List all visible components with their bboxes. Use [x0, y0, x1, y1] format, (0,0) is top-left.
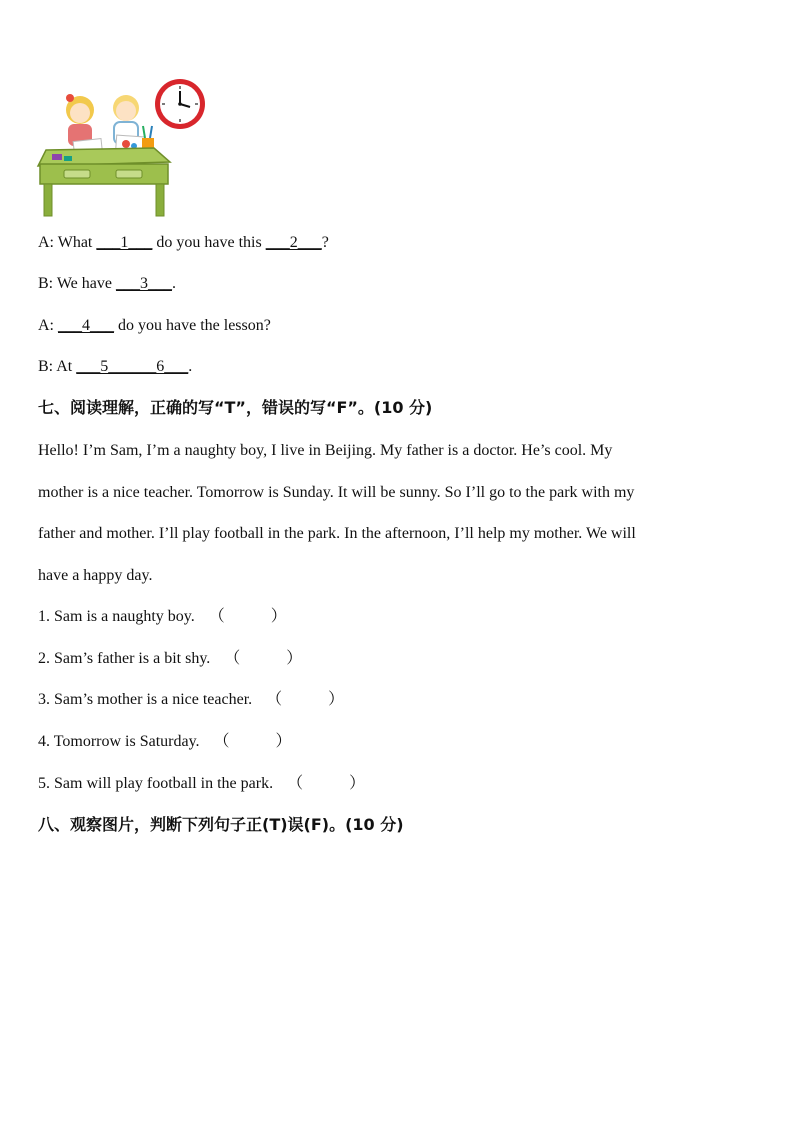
question-5: 5. Sam will play football in the park. （ ）: [38, 775, 366, 792]
answer-blank[interactable]: （ ）: [213, 733, 292, 750]
passage-line: have a happy day.: [38, 566, 153, 584]
passage-line: Hello! I’m Sam, I’m a naughty boy, I live in Beijing. My father is a doctor. He’s cool. My: [38, 442, 613, 459]
girl-figure: [66, 94, 94, 146]
children-desk-clock-illustration: [34, 76, 210, 220]
dialogue-line-1: A: What ___1___ do you have this ___2___?: [38, 234, 329, 251]
answer-blank[interactable]: （ ）: [208, 608, 287, 625]
reading-passage: [38, 430, 748, 596]
answer-blank[interactable]: （ ）: [287, 775, 366, 792]
dialogue-line-3: A: ___4___ do you have the lesson?: [38, 317, 271, 334]
clock-icon: [155, 79, 205, 129]
question-3: 3. Sam’s mother is a nice teacher. （ ）: [38, 691, 345, 708]
blank-2: ___2___: [265, 234, 322, 251]
question-2: 2. Sam’s father is a bit shy. （ ）: [38, 650, 303, 667]
question-4: 4. Tomorrow is Saturday. （ ）: [38, 733, 292, 750]
passage-line: mother is a nice teacher. Tomorrow is Sunday. It will be sunny. So I’ll go to the park with my: [38, 483, 635, 501]
blank-3: ___3___: [115, 275, 172, 292]
blank-5-6: ___5______6___: [76, 358, 189, 375]
answer-blank[interactable]: （ ）: [224, 650, 303, 667]
passage-line: father and mother. I’ll play football in the park. In the afternoon, I’ll help my mother. We will: [38, 525, 636, 542]
question-1: 1. Sam is a naughty boy. （ ）: [38, 608, 287, 625]
section-8-title: 八、观察图片，判断下列句子正(T)误(F)。(10 分): [38, 815, 404, 834]
dialogue-line-4: B: At ___5______6___.: [38, 358, 193, 375]
dialogue-line-2: B: We have ___3___.: [38, 275, 176, 292]
blank-1: ___1___: [96, 234, 153, 251]
blank-4: ___4___: [58, 317, 114, 334]
answer-blank[interactable]: （ ）: [266, 691, 345, 708]
section-7-title: 七、阅读理解，正确的写“T”，错误的写“F”。(10 分): [38, 398, 433, 417]
